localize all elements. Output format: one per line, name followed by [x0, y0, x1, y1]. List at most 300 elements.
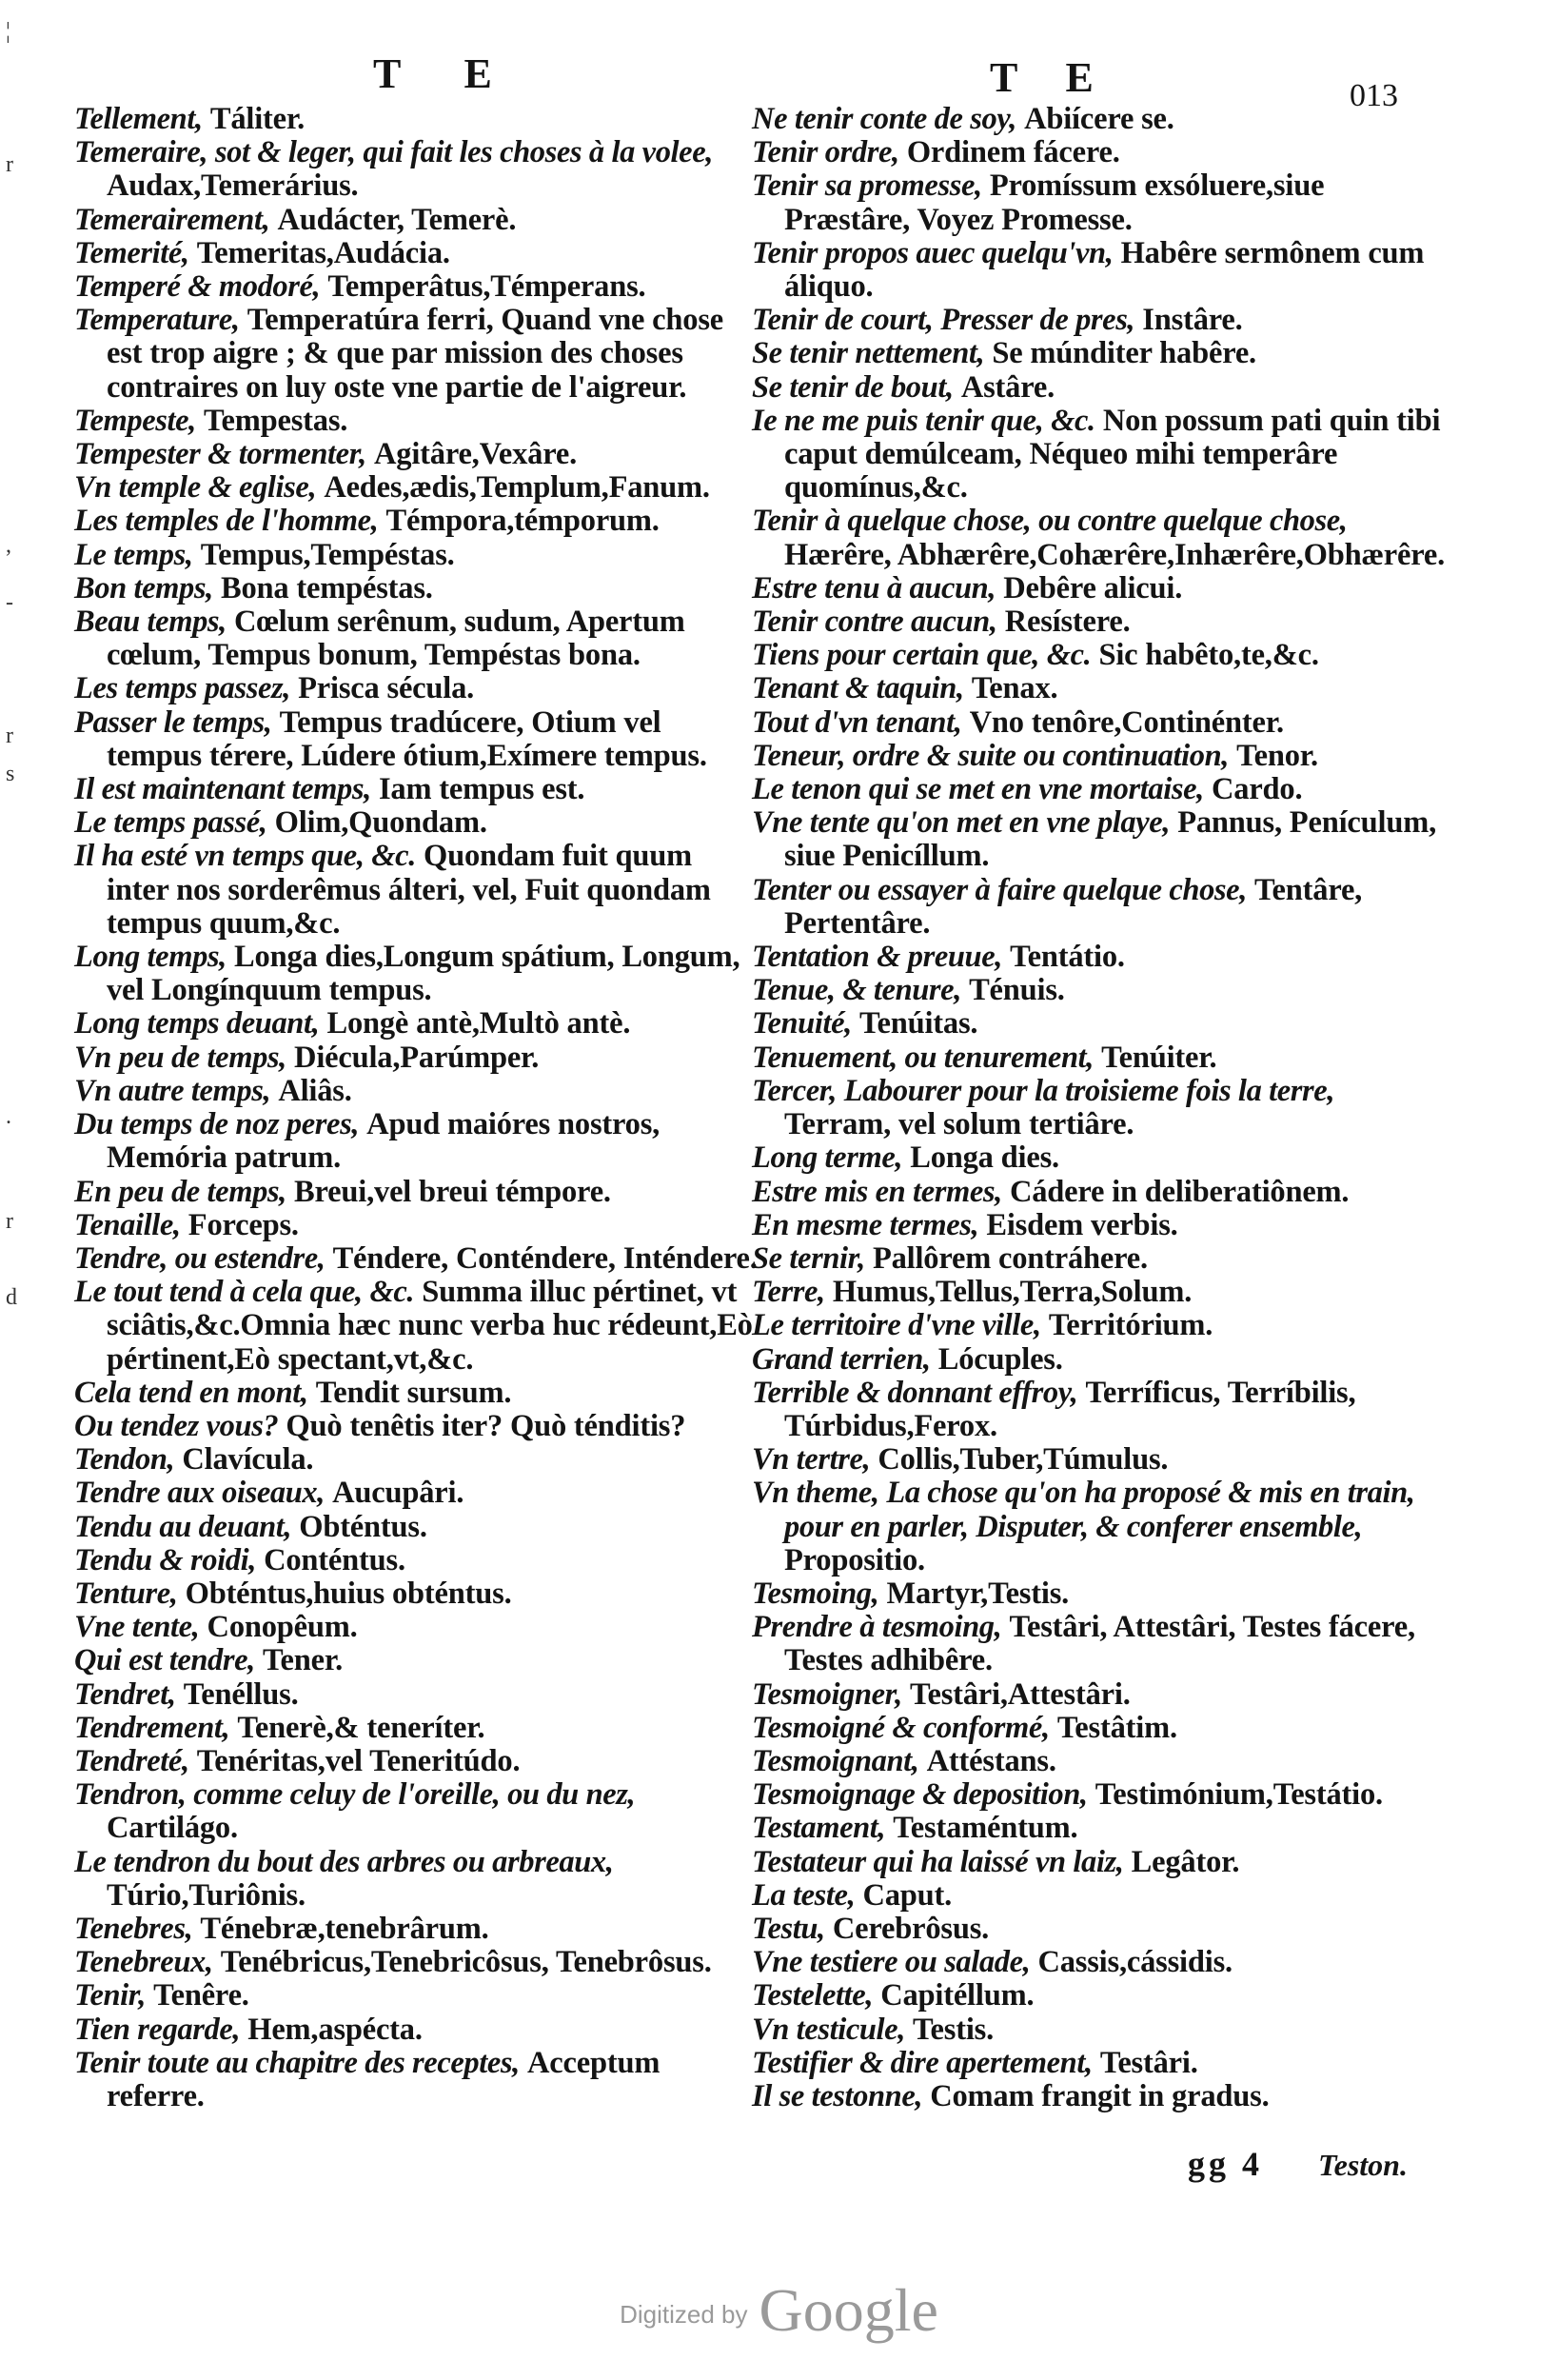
margin-mark: d [6, 1285, 17, 1310]
entry-translation: Propositio. [784, 1542, 925, 1577]
entry-translation: Tenêre. [153, 1978, 249, 2013]
entry-headword: Long terme, [752, 1140, 903, 1176]
dictionary-entry [74, 1377, 759, 1410]
entry-translation: Attéstans. [926, 1743, 1056, 1778]
entry-headword: Long temps deuant, [74, 1006, 320, 1041]
entry-headword: Testateur qui ha laissé vn laiz, [752, 1844, 1124, 1879]
dictionary-entry [74, 270, 759, 304]
entry-headword: Le tout tend à cela que, &c. [74, 1275, 415, 1310]
entry-translation: Legâtor. [1131, 1844, 1240, 1879]
entry-translation: Pannus, Penículum, siue Penicíllum. [784, 805, 1436, 874]
dictionary-entry [74, 136, 759, 203]
entry-headword: Il ha esté vn temps que, &c. [74, 839, 416, 874]
dictionary-entry [752, 1477, 1447, 1577]
entry-headword: Vne tente, [74, 1610, 200, 1645]
entry-translation: Territórium. [1048, 1308, 1213, 1343]
dictionary-entry [74, 1913, 759, 1946]
entry-translation: Ordinem fácere. [906, 135, 1120, 170]
dictionary-entry [74, 505, 759, 538]
entry-headword: Tenant & taquin, [752, 671, 964, 706]
entry-headword: Tenir, [74, 1978, 146, 2013]
dictionary-entry [74, 1611, 759, 1644]
entry-headword: Tenir à quelque chose, ou contre quelque chose, [752, 504, 1348, 539]
dictionary-entry [752, 974, 1447, 1007]
dictionary-entry [74, 237, 759, 270]
dictionary-entry [74, 1644, 759, 1677]
dictionary-entry [74, 941, 759, 1007]
entry-headword: Les temps passez, [74, 671, 291, 706]
dictionary-entry [74, 1410, 759, 1443]
entry-headword: Ou tendez vous? [74, 1408, 279, 1443]
entry-headword: Testelette, [752, 1978, 874, 2013]
entry-translation: Debêre alicui. [1003, 570, 1183, 605]
entry-translation: Testâtim. [1056, 1710, 1177, 1745]
entry-translation: Non possum pati quin tibi caput demúlceam, Néqueo mihi temperâre quomínus,&c. [784, 403, 1441, 506]
dictionary-entry [74, 1577, 759, 1611]
dictionary-entry [74, 304, 759, 405]
dictionary-entry [74, 840, 759, 941]
dictionary-entry [752, 337, 1447, 370]
entry-translation: Temeritas,Audácia. [196, 235, 450, 270]
entry-translation: Conopêum. [207, 1610, 358, 1645]
entry-translation: Promíssum exsóluere,siue Præstâre, Voyez Promesse. [784, 169, 1325, 237]
watermark-prefix: Digitized by [620, 2300, 748, 2329]
entry-headword: Temeraire, sot & leger, qui fait les choses à la volee, [74, 135, 713, 170]
entry-headword: Qui est tendre, [74, 1643, 255, 1678]
entry-translation: Testâri. [1099, 2045, 1198, 2080]
page-number: 013 [1350, 78, 1398, 113]
entry-headword: Cela tend en mont, [74, 1375, 308, 1410]
entry-headword: Tesmoigné & conformé, [752, 1710, 1050, 1745]
entry-translation: Táliter. [209, 102, 306, 136]
entry-headword: Testu, [752, 1911, 825, 1946]
dictionary-entry [74, 1443, 759, 1477]
entry-translation: Lócuples. [937, 1341, 1063, 1377]
running-head-right: T E [990, 54, 1113, 101]
entry-headword: Ie ne me puis tenir que, &c. [752, 403, 1095, 438]
entry-translation: Tempus tradúcere, Otium vel tempus térere, Lúdere ótium,Exímere tempus. [107, 704, 707, 773]
dictionary-entry [752, 2013, 1447, 2047]
dictionary-entry [752, 371, 1447, 405]
entry-translation: Aliâs. [278, 1073, 352, 1108]
dictionary-entry [74, 1209, 759, 1242]
entry-translation: Testâri, Attestâri, Testes fácere, Testes adhibêre. [784, 1610, 1415, 1678]
dictionary-entry [752, 1343, 1447, 1377]
entry-headword: Tendre aux oiseaux, [74, 1476, 325, 1511]
entry-headword: Tout d'vn tenant, [752, 704, 962, 740]
dictionary-entry [74, 1041, 759, 1075]
entry-translation: Se múnditer habêre. [992, 336, 1256, 371]
entry-translation: Aedes,ædis,Templum,Fanum. [324, 470, 710, 506]
entry-headword: Vn temple & eglise, [74, 470, 317, 506]
entry-headword: Estre mis en termes, [752, 1174, 1002, 1209]
dictionary-entry [752, 1879, 1447, 1913]
entry-translation: Cardo. [1212, 772, 1303, 807]
entry-translation: Tempestas. [204, 403, 348, 438]
dictionary-entry [752, 773, 1447, 806]
entry-translation: Olim,Quondam. [274, 805, 487, 841]
dictionary-entry [752, 1577, 1447, 1611]
dictionary-entry [752, 169, 1447, 236]
entry-headword: Tesmoignage & deposition, [752, 1777, 1088, 1813]
dictionary-entry [752, 1443, 1447, 1477]
entry-headword: Temerité, [74, 235, 189, 270]
dictionary-entry [74, 1511, 759, 1544]
running-head-left: T E [373, 50, 519, 97]
entry-headword: Vn testicule, [752, 2012, 905, 2047]
dictionary-entry [752, 1611, 1447, 1677]
entry-translation: Acceptum referre. [107, 2045, 661, 2113]
entry-translation: Túrio,Turiônis. [107, 1877, 306, 1913]
entry-headword: Vn tertre, [752, 1442, 871, 1478]
entry-headword: Tenuement, ou tenurement, [752, 1040, 1094, 1075]
entry-headword: Se ternir, [752, 1240, 865, 1276]
entry-translation: Caput. [862, 1877, 953, 1913]
dictionary-entry [74, 1007, 759, 1041]
entry-headword: Du temps de noz peres, [74, 1107, 360, 1142]
entry-translation: Bona tempéstas. [221, 570, 433, 605]
entry-headword: La teste, [752, 1877, 856, 1913]
dictionary-entry [74, 103, 759, 136]
entry-translation: Breui,vel breui témpore. [294, 1174, 611, 1209]
dictionary-entry [74, 1242, 759, 1276]
entry-headword: Le tendron du bout des arbres ou arbreaux, [74, 1844, 614, 1879]
dictionary-entry [74, 1678, 759, 1712]
dictionary-entry [752, 941, 1447, 974]
dictionary-entry [752, 405, 1447, 506]
entry-headword: Prendre à tesmoing, [752, 1610, 1002, 1645]
dictionary-entry [752, 1946, 1447, 1979]
dictionary-entry [74, 1712, 759, 1745]
entry-headword: Vn peu de temps, [74, 1040, 286, 1075]
dictionary-entry [752, 1712, 1447, 1745]
entry-translation: Testimónium,Testátio. [1095, 1777, 1383, 1813]
signature-mark: gg 4 [1188, 2145, 1263, 2183]
dictionary-entry [752, 1242, 1447, 1276]
entry-translation: Tener. [263, 1643, 344, 1678]
entry-translation: Martyr,Testis. [886, 1576, 1070, 1611]
margin-mark: . [6, 1104, 11, 1129]
dictionary-entry [752, 103, 1447, 136]
entry-headword: En mesme termes, [752, 1207, 979, 1242]
entry-headword: Testament, [752, 1811, 886, 1846]
entry-headword: Tesmoignant, [752, 1743, 919, 1778]
entry-headword: Tenue, & tenure, [752, 973, 961, 1008]
entry-headword: Temperature, [74, 303, 240, 338]
entry-translation: Humus,Tellus,Terra,Solum. [832, 1275, 1193, 1310]
dictionary-entry [74, 1979, 759, 2013]
entry-translation: Tempus,Tempéstas. [200, 537, 455, 572]
entry-headword: Tempester & tormenter, [74, 437, 366, 472]
left-column [74, 103, 759, 2113]
entry-translation: Témpora,témporum. [385, 504, 660, 539]
entry-translation: Ténebræ,tenebrârum. [200, 1911, 489, 1946]
entry-translation: Audácter, Temerè. [277, 202, 517, 237]
entry-headword: Le temps passé, [74, 805, 267, 841]
left-margin-marks [0, 0, 29, 2380]
dictionary-entry [74, 539, 759, 572]
entry-translation: Habêre sermônem cum áliquo. [784, 235, 1425, 305]
dictionary-entry [752, 1007, 1447, 1041]
entry-translation: Collis,Tuber,Túmulus. [878, 1442, 1169, 1478]
entry-translation: Testâri,Attestâri. [909, 1676, 1131, 1712]
entry-translation: Abiícere se. [1024, 102, 1174, 136]
entry-translation: Forceps. [187, 1207, 299, 1242]
entry-headword: Tenir sa promesse, [752, 169, 982, 204]
entry-headword: Se tenir de bout, [752, 369, 954, 405]
dictionary-entry [752, 2047, 1447, 2080]
dictionary-entry [74, 672, 759, 705]
dictionary-entry [752, 639, 1447, 672]
entry-headword: Tendreté, [74, 1743, 189, 1778]
dictionary-entry [752, 1913, 1447, 1946]
entry-translation: Summa illuc pértinet, vt sciâtis,&c.Omnia hæc nunc verba huc rédeunt,Eò pértinent,Eò spectant,vt,&c. [107, 1275, 753, 1377]
entry-headword: Tenuité, [752, 1006, 852, 1041]
entry-translation: Quondam fuit quum inter nos sorderêmus álteri, vel, Fuit quondam tempus quum,&c. [107, 839, 711, 941]
entry-headword: Tenir de court, Presser de pres, [752, 303, 1135, 338]
entry-headword: Il est maintenant temps, [74, 772, 371, 807]
dictionary-entry [752, 1778, 1447, 1812]
entry-translation: Hem,aspécta. [247, 2012, 423, 2047]
entry-translation: Temperâtus,Témperans. [327, 269, 646, 305]
margin-mark: r [6, 1209, 13, 1234]
dictionary-entry [752, 505, 1447, 571]
dictionary-entry [74, 1176, 759, 1209]
entry-headword: Tercer, Labourer pour la troisieme fois la terre, [752, 1073, 1335, 1108]
entry-headword: Le tenon qui se met en vne mortaise, [752, 772, 1204, 807]
entry-headword: Tiens pour certain que, &c. [752, 638, 1092, 673]
dictionary-entry [752, 1276, 1447, 1309]
entry-headword: Estre tenu à aucun, [752, 570, 996, 605]
entry-translation: Téndere, Conténdere, Inténdere. [332, 1240, 758, 1276]
dictionary-entry [74, 1778, 759, 1845]
dictionary-entry [74, 438, 759, 471]
entry-translation: Tenéritas,vel Teneritúdo. [196, 1743, 521, 1778]
entry-headword: Tendrement, [74, 1710, 230, 1745]
dictionary-entry [752, 237, 1447, 304]
entry-translation: Prisca sécula. [298, 671, 475, 706]
dictionary-entry [752, 740, 1447, 773]
dictionary-entry [752, 2080, 1447, 2113]
dictionary-entry [752, 1812, 1447, 1845]
entry-translation: Tenerè,& teneríter. [237, 1710, 485, 1745]
entry-translation: Longa dies. [910, 1140, 1059, 1176]
entry-headword: Terre, [752, 1275, 825, 1310]
entry-headword: Beau temps, [74, 605, 227, 640]
entry-translation: Tenúiter. [1101, 1040, 1217, 1075]
entry-headword: Vn autre temps, [74, 1073, 271, 1108]
margin-mark: s [6, 762, 15, 786]
entry-headword: Vne testiere ou salade, [752, 1945, 1031, 1980]
entry-headword: Tempeste, [74, 403, 196, 438]
margin-mark: ¦ [6, 19, 10, 44]
entry-translation: Tenúitas. [858, 1006, 978, 1041]
dictionary-entry [752, 1075, 1447, 1141]
entry-headword: Le temps, [74, 537, 193, 572]
entry-translation: Cerebrôsus. [832, 1911, 990, 1946]
entry-headword: Tendon, [74, 1442, 175, 1478]
dictionary-entry [74, 1745, 759, 1778]
entry-translation: Testis. [913, 2012, 995, 2047]
entry-headword: Tendu & roidi, [74, 1542, 256, 1577]
dictionary-entry [752, 1377, 1447, 1443]
entry-translation: Clavícula. [182, 1442, 314, 1478]
dictionary-entry [74, 1477, 759, 1510]
dictionary-entry [74, 204, 759, 237]
entry-headword: Tesmoing, [752, 1576, 879, 1611]
dictionary-entry [752, 304, 1447, 337]
entry-translation: Cádere in deliberatiônem. [1009, 1174, 1350, 1209]
dictionary-entry [752, 1041, 1447, 1075]
dictionary-entry [74, 2013, 759, 2047]
entry-headword: Les temples de l'homme, [74, 504, 379, 539]
dictionary-entry [74, 1075, 759, 1108]
dictionary-entry [752, 874, 1447, 941]
entry-headword: Vne tente qu'on met en vne playe, [752, 805, 1171, 841]
right-column [752, 103, 1447, 2113]
dictionary-entry [752, 1846, 1447, 1879]
entry-headword: Tenebreux, [74, 1945, 213, 1980]
entry-headword: Tentation & preuue, [752, 940, 1002, 975]
page-header [0, 50, 1558, 113]
entry-headword: Terrible & donnant effroy, [752, 1375, 1078, 1410]
entry-translation: Sic habêto,te,&c. [1098, 638, 1319, 673]
entry-translation: Terríficus, Terríbilis, Túrbidus,Ferox. [784, 1375, 1356, 1443]
entry-headword: Ne tenir conte de soy, [752, 102, 1016, 136]
entry-translation: Capitéllum. [880, 1978, 1035, 2013]
dictionary-entry [74, 706, 759, 773]
google-logo: Google [759, 2276, 938, 2344]
entry-headword: Tenter ou essayer à faire quelque chose, [752, 872, 1247, 907]
entry-translation: Agitâre,Vexâre. [374, 437, 578, 472]
entry-headword: Tellement, [74, 102, 203, 136]
dictionary-entry [752, 605, 1447, 639]
entry-headword: En peu de temps, [74, 1174, 286, 1209]
dictionary-entry [74, 471, 759, 505]
entry-translation: Eisdem verbis. [986, 1207, 1178, 1242]
margin-mark: r [6, 724, 13, 748]
entry-headword: Il se testonne, [752, 2078, 923, 2113]
entry-headword: Bon temps, [74, 570, 213, 605]
digitized-watermark [0, 2275, 1558, 2346]
entry-translation: Obténtus,huius obténtus. [185, 1576, 512, 1611]
catchword: Teston. [1318, 2148, 1408, 2182]
entry-headword: Tenir contre aucun, [752, 605, 997, 640]
entry-translation: Obténtus. [299, 1509, 427, 1544]
entry-translation: Apud maióres nostros, Memória patrum. [107, 1107, 661, 1176]
entry-headword: Tendre, ou estendre, [74, 1240, 325, 1276]
dictionary-entry [752, 806, 1447, 873]
margin-mark: r [6, 152, 13, 177]
dictionary-entry [74, 1846, 759, 1913]
dictionary-entry [74, 405, 759, 438]
entry-translation: Cartilágo. [107, 1811, 238, 1846]
entry-headword: Temerairement, [74, 202, 270, 237]
entry-translation: Cœlum serênum, sudum, Apertum cœlum, Tempus bonum, Tempéstas bona. [107, 605, 685, 673]
entry-translation: Diécula,Parúmper. [294, 1040, 540, 1075]
entry-headword: Tenture, [74, 1576, 178, 1611]
entry-translation: Conténtus. [264, 1542, 405, 1577]
dictionary-entry [74, 1276, 759, 1377]
entry-headword: Tenir toute au chapitre des receptes, [74, 2045, 520, 2080]
dictionary-entry [752, 706, 1447, 740]
entry-headword: Tendu au deuant, [74, 1509, 292, 1544]
entry-translation: Testaméntum. [893, 1811, 1078, 1846]
entry-headword: Passer le temps, [74, 704, 272, 740]
entry-translation: Astâre. [960, 369, 1055, 405]
entry-headword: Vn theme, La chose qu'on ha proposé & mis en train, pour en parler, Disputer, & conferer ensemble, [752, 1476, 1415, 1544]
margin-mark: , [6, 533, 11, 558]
dictionary-entry [74, 1946, 759, 1979]
dictionary-entry [74, 605, 759, 672]
dictionary-entry [74, 1108, 759, 1175]
entry-headword: Teneur, ordre & suite ou continuation, [752, 738, 1230, 773]
dictionary-entry [752, 1209, 1447, 1242]
entry-headword: Tenebres, [74, 1911, 193, 1946]
entry-headword: Se tenir nettement, [752, 336, 985, 371]
entry-translation: Tenébricus,Tenebricôsus, Tenebrôsus. [220, 1945, 712, 1980]
entry-translation: Longa dies,Longum spátium, Longum, vel Longínquum tempus. [107, 940, 740, 1008]
entry-headword: Tien regarde, [74, 2012, 241, 2047]
entry-headword: Tesmoigner, [752, 1676, 902, 1712]
entry-headword: Long temps, [74, 940, 227, 975]
dictionary-entry [752, 1309, 1447, 1342]
entry-translation: Ténuis. [969, 973, 1065, 1008]
entry-translation: Longè antè,Multò antè. [326, 1006, 631, 1041]
margin-mark: - [6, 590, 13, 615]
dictionary-entry [752, 1176, 1447, 1209]
entry-translation: Cassis,cássidis. [1037, 1945, 1233, 1980]
page-footer [0, 2144, 1558, 2192]
entry-headword: Grand terrien, [752, 1341, 931, 1377]
entry-translation: Hærêre, Abhærêre,Cohærêre,Inhærêre,Obhærêre. [784, 537, 1445, 572]
entry-translation: Instâre. [1142, 303, 1243, 338]
dictionary-entry [74, 806, 759, 840]
entry-headword: Tendron, comme celuy de l'oreille, ou du nez, [74, 1777, 636, 1813]
entry-translation: Vno tenôre,Continénter. [969, 704, 1284, 740]
entry-translation: Tentâre, Pertentâre. [784, 872, 1363, 941]
dictionary-entry [74, 572, 759, 605]
entry-translation: Audax,Temerárius. [107, 169, 359, 204]
entry-translation: Tenax. [971, 671, 1058, 706]
dictionary-entry [752, 1141, 1447, 1175]
dictionary-entry [74, 773, 759, 806]
entry-headword: Temperé & modoré, [74, 269, 321, 305]
dictionary-entry [752, 672, 1447, 705]
entry-headword: Le territoire d'vne ville, [752, 1308, 1041, 1343]
dictionary-entry [752, 1745, 1447, 1778]
dictionary-entry [752, 572, 1447, 605]
entry-translation: Iam tempus est. [378, 772, 585, 807]
entry-translation: Comam frangit in gradus. [930, 2078, 1270, 2113]
entry-headword: Tenaille, [74, 1207, 181, 1242]
entry-translation: Tenéllus. [183, 1676, 299, 1712]
entry-translation: Tentátio. [1010, 940, 1125, 975]
entry-translation: Tenor. [1236, 738, 1318, 773]
entry-headword: Testifier & dire apertement, [752, 2045, 1093, 2080]
dictionary-entry [74, 1544, 759, 1577]
dictionary-entry [752, 136, 1447, 169]
entry-translation: Aucupâri. [332, 1476, 464, 1511]
dictionary-entry [752, 1678, 1447, 1712]
dictionary-entry [752, 1979, 1447, 2013]
dictionary-entry [74, 2047, 759, 2113]
entry-translation: Resístere. [1004, 605, 1131, 640]
entry-translation: Tendit sursum. [315, 1375, 512, 1410]
entry-translation: Quò tenêtis iter? Quò ténditis? [286, 1408, 686, 1443]
entry-translation: Terram, vel solum tertiâre. [784, 1107, 1134, 1142]
entry-translation: Pallôrem contráhere. [872, 1240, 1148, 1276]
